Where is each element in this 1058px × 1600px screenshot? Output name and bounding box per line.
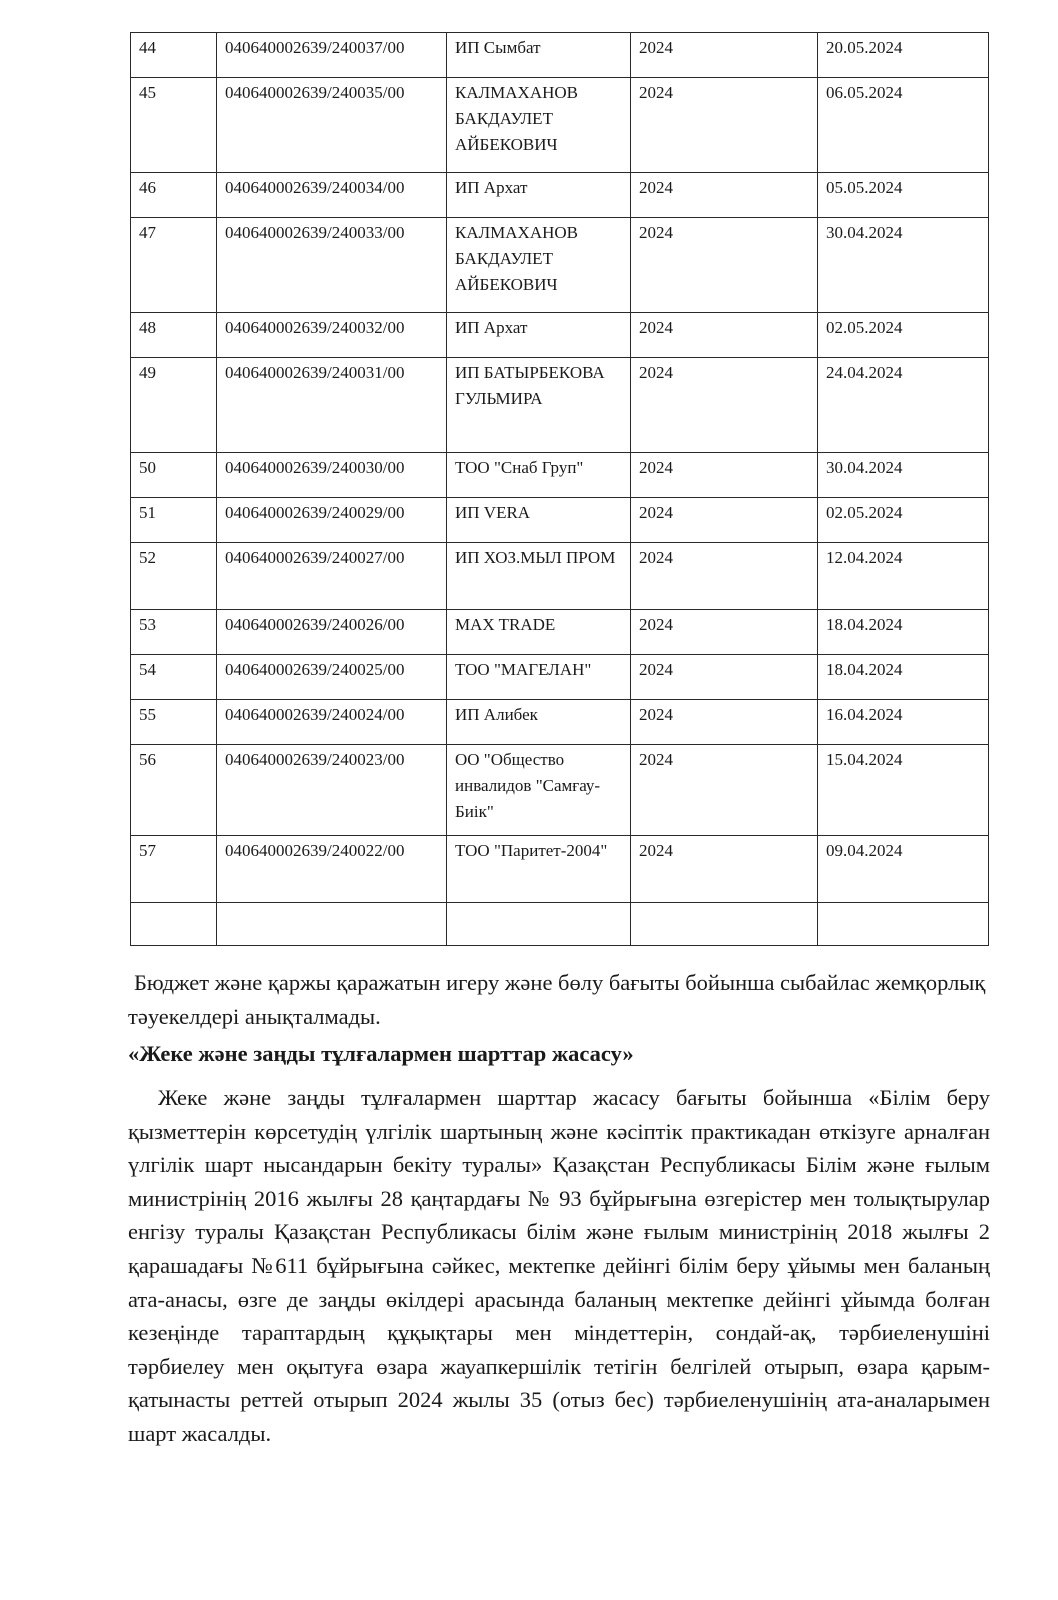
contract-code-cell: 040640002639/240033/00	[217, 218, 447, 313]
date-cell: 24.04.2024	[818, 358, 989, 453]
contract-code-cell: 040640002639/240024/00	[217, 700, 447, 745]
empty-cell	[631, 903, 818, 946]
row-number-cell: 56	[131, 745, 217, 836]
date-cell: 16.04.2024	[818, 700, 989, 745]
counterparty-cell: ИП ХОЗ.МЫЛ ПРОМ	[447, 543, 631, 610]
table-row	[131, 498, 989, 543]
row-number-cell: 47	[131, 218, 217, 313]
table-row	[131, 610, 989, 655]
table-row	[131, 173, 989, 218]
table-row	[131, 745, 989, 836]
counterparty-cell: ИП БАТЫРБЕКОВА ГУЛЬМИРА	[447, 358, 631, 453]
year-cell: 2024	[631, 610, 818, 655]
empty-cell	[217, 903, 447, 946]
year-cell: 2024	[631, 836, 818, 903]
counterparty-cell: ТОО "Паритет-2004"	[447, 836, 631, 903]
counterparty-cell: ОО "Общество инвалидов "Самғау-Биік"	[447, 745, 631, 836]
counterparty-cell: ИП Сымбат	[447, 33, 631, 78]
date-cell: 09.04.2024	[818, 836, 989, 903]
table-row	[131, 358, 989, 453]
counterparty-cell: ТОО "Снаб Груп"	[447, 453, 631, 498]
year-cell: 2024	[631, 700, 818, 745]
contracts-table	[130, 32, 989, 946]
row-number-cell: 48	[131, 313, 217, 358]
table-row	[131, 453, 989, 498]
row-number-cell: 49	[131, 358, 217, 453]
table-row	[131, 78, 989, 173]
contract-code-cell: 040640002639/240037/00	[217, 33, 447, 78]
date-cell: 30.04.2024	[818, 453, 989, 498]
table-row	[131, 655, 989, 700]
year-cell: 2024	[631, 498, 818, 543]
contract-code-cell: 040640002639/240023/00	[217, 745, 447, 836]
contract-code-cell: 040640002639/240034/00	[217, 173, 447, 218]
row-number-cell: 55	[131, 700, 217, 745]
empty-cell	[131, 903, 217, 946]
contract-code-cell: 040640002639/240027/00	[217, 543, 447, 610]
year-cell: 2024	[631, 313, 818, 358]
date-cell: 02.05.2024	[818, 313, 989, 358]
contract-code-cell: 040640002639/240022/00	[217, 836, 447, 903]
table-row	[131, 543, 989, 610]
date-cell: 15.04.2024	[818, 745, 989, 836]
row-number-cell: 46	[131, 173, 217, 218]
row-number-cell: 44	[131, 33, 217, 78]
row-number-cell: 57	[131, 836, 217, 903]
table-row	[131, 313, 989, 358]
counterparty-cell: КАЛМАХАНОВ БАКДАУЛЕТ АЙБЕКОВИЧ	[447, 218, 631, 313]
contract-code-cell: 040640002639/240029/00	[217, 498, 447, 543]
row-number-cell: 50	[131, 453, 217, 498]
year-cell: 2024	[631, 78, 818, 173]
section-heading: «Жеке және заңды тұлғалармен шарттар жасасу»	[128, 1041, 634, 1066]
contract-code-cell: 040640002639/240031/00	[217, 358, 447, 453]
date-cell: 02.05.2024	[818, 498, 989, 543]
contract-code-cell: 040640002639/240030/00	[217, 453, 447, 498]
row-number-cell: 54	[131, 655, 217, 700]
counterparty-cell: ИП Архат	[447, 173, 631, 218]
year-cell: 2024	[631, 218, 818, 313]
date-cell: 06.05.2024	[818, 78, 989, 173]
table-row	[131, 218, 989, 313]
year-cell: 2024	[631, 358, 818, 453]
counterparty-cell: MAX TRADE	[447, 610, 631, 655]
contract-code-cell: 040640002639/240025/00	[217, 655, 447, 700]
date-cell: 30.04.2024	[818, 218, 989, 313]
year-cell: 2024	[631, 543, 818, 610]
table-row	[131, 33, 989, 78]
row-number-cell: 53	[131, 610, 217, 655]
counterparty-cell: ИП Алибек	[447, 700, 631, 745]
year-cell: 2024	[631, 33, 818, 78]
table-row	[131, 836, 989, 903]
counterparty-cell: КАЛМАХАНОВ БАКДАУЛЕТ АЙБЕКОВИЧ	[447, 78, 631, 173]
row-number-cell: 51	[131, 498, 217, 543]
contract-code-cell: 040640002639/240026/00	[217, 610, 447, 655]
counterparty-cell: ИП VERA	[447, 498, 631, 543]
year-cell: 2024	[631, 453, 818, 498]
year-cell: 2024	[631, 655, 818, 700]
date-cell: 18.04.2024	[818, 610, 989, 655]
conclusion-text: Бюджет және қаржы қаражатын игеру және бөлу бағыты бойынша сыбайлас жемқорлық тәуекелдері анықталмады.	[128, 970, 986, 1029]
body-paragraph: Жеке және заңды тұлғалармен шарттар жасасу бағыты бойынша «Білім беру қызметтерін көрсетудің үлгілік шартының және кәсіптік практикадан өткізуге арналған үлгілік шарт нысандарын бекіту туралы» Қазақстан Республикасы Білім және ғылым министрінің 2016 жылғы 28 қаңтардағы № 93 бұйрығына өзгерістер мен толықтырулар енгізу туралы Қазақстан Республикасы білім және ғылым министрінің 2018 жылғы 2 қарашадағы №611 бұйрығына сәйкес, мектепке дейінгі білім беру ұйымы мен баланың ата-анасы, өзге де заңды өкілдері арасында баланың мектепке дейінгі ұйымда болған кезеңінде тараптардың құқықтары мен міндеттерін, сондай-ақ, тәрбиеленушіні тәрбиелеу мен оқытуға өзара жауапкершілік тетігін белгілей отырып, өзара қарым-қатынасты реттей отырып 2024 жылы 35 (отыз бес) тәрбиеленушінің ата-аналарымен шарт жасалды.	[128, 1085, 990, 1446]
empty-cell	[447, 903, 631, 946]
row-number-cell: 52	[131, 543, 217, 610]
date-cell: 20.05.2024	[818, 33, 989, 78]
year-cell: 2024	[631, 745, 818, 836]
year-cell: 2024	[631, 173, 818, 218]
counterparty-cell: ИП Архат	[447, 313, 631, 358]
date-cell: 12.04.2024	[818, 543, 989, 610]
date-cell: 18.04.2024	[818, 655, 989, 700]
table-row	[131, 700, 989, 745]
date-cell: 05.05.2024	[818, 173, 989, 218]
empty-table-row	[131, 903, 989, 946]
row-number-cell: 45	[131, 78, 217, 173]
empty-cell	[818, 903, 989, 946]
counterparty-cell: ТОО "МАГЕЛАН"	[447, 655, 631, 700]
contract-code-cell: 040640002639/240032/00	[217, 313, 447, 358]
contract-code-cell: 040640002639/240035/00	[217, 78, 447, 173]
